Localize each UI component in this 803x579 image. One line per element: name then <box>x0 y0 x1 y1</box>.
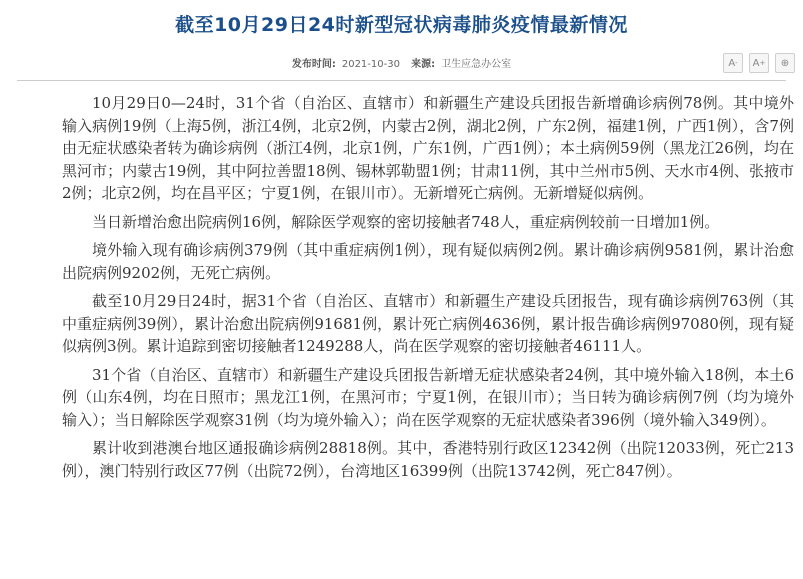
paragraph-cumulative: 截至10月29日24时，据31个省（自治区、直辖市）和新疆生产建设兵团报告，现有确诊病例763例（其中重症病例39例），累计治愈出院病例91681例，累计死亡病例4636例，累计报告确诊病例97080例，现有疑似病例3例。累计追踪到密切接触者1249288人，尚在医学观察的密切接触者46111人。 <box>62 292 794 355</box>
font-decrease-button[interactable] <box>723 53 743 73</box>
paragraph-asymptomatic: 31个省（自治区、直辖市）和新疆生产建设兵团报告新增无症状感染者24例，其中境外输入18例，本土6例（山东4例，均在日照市；黑龙江1例，在黑河市；宁夏1例，在银川市）；当日转为确诊病例7例（均为境外输入）；当日解除医学观察31例（均为境外输入）；尚在医学观察的无症状感染者396例（境外输入349例）。 <box>62 365 794 429</box>
minus-icon: - <box>735 59 738 67</box>
source-name: 卫生应急办公室 <box>441 59 512 70</box>
plus-icon: + <box>759 59 766 67</box>
paragraph-recoveries: 当日新增治愈出院病例16例，解除医学观察的密切接触者748人，重症病例较前一日增加1例。 <box>92 212 720 231</box>
publish-label: 发布时间: <box>291 59 336 70</box>
publish-date: 2021-10-30 <box>341 59 400 70</box>
font-increase-icon: A <box>752 57 760 69</box>
reset-icon: ⊕ <box>780 57 790 69</box>
font-increase-button[interactable] <box>749 53 769 73</box>
header-divider <box>17 80 786 81</box>
font-decrease-icon: A <box>728 57 736 69</box>
paragraph-imported: 境外输入现有确诊病例379例（其中重症病例1例），现有疑似病例2例。累计确诊病例9581例，累计治愈出院病例9202例，无死亡病例。 <box>62 241 794 282</box>
paragraph-new-cases: 10月29日0—24时，31个省（自治区、直辖市）和新疆生产建设兵团报告新增确诊病例78例。其中境外输入病例19例（上海5例，浙江4例，北京2例，内蒙古2例，湖北2例，广东2例，福建1例，广西1例），含7例由无症状感染者转为确诊病例（浙江4例，北京1例，广东1例，广西1例）；本土病例59例（黑龙江26例，均在黑河市；内蒙古19例，其中阿拉善盟18例、锡林郭勒盟1例；甘肃11例，其中兰州市5例、天水市4例、张掖市2例；北京2例，均在昌平区；宁夏1例，在银川市）。无新增死亡病例。无新增疑似病例。 <box>62 94 794 202</box>
paragraph-hk-macao-taiwan: 累计收到港澳台地区通报确诊病例28818例。其中，香港特别行政区12342例（出院12033例，死亡213例），澳门特别行政区77例（出院72例），台湾地区16399例（出院13742例，死亡847例）。 <box>62 439 794 480</box>
article-meta <box>0 55 803 70</box>
article-body <box>62 92 794 488</box>
article-title: 截至10月29日24时新型冠状病毒肺炎疫情最新情况 <box>175 14 628 36</box>
font-reset-button[interactable] <box>775 53 795 73</box>
font-size-tools <box>723 53 795 73</box>
source-label: 来源: <box>411 59 436 70</box>
